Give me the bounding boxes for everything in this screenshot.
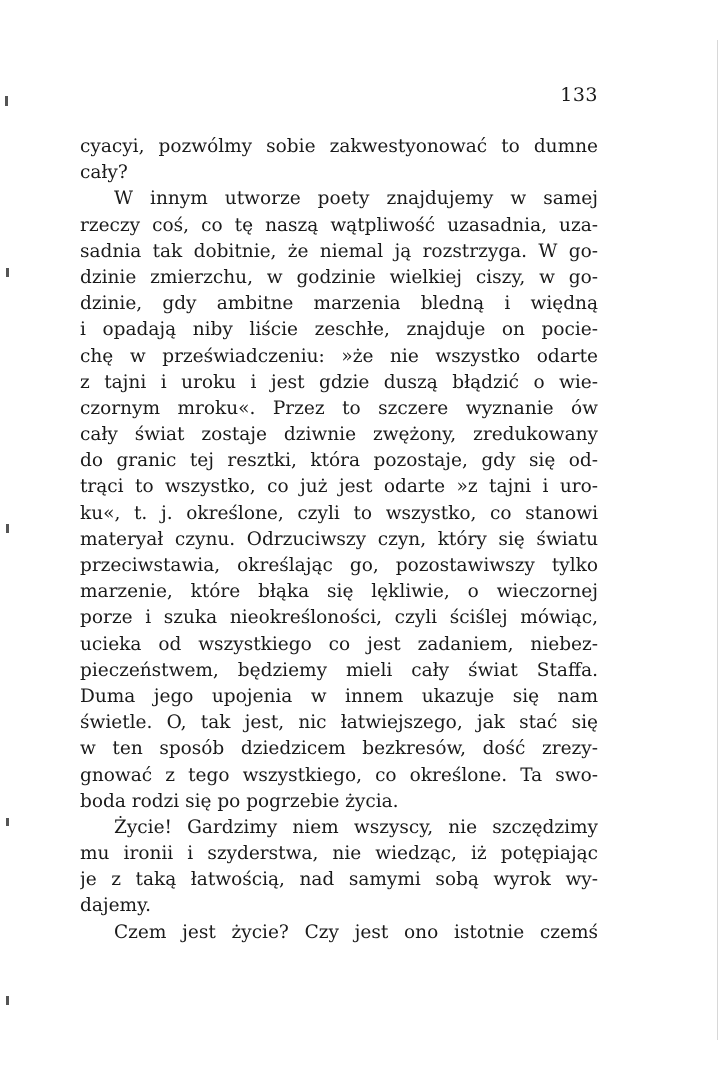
margin-mark	[6, 268, 9, 277]
text-line: pieczeństwem, będziemy mieli cały świat Staffa.	[80, 659, 598, 681]
text-line: gnować z tego wszystkiego, co określone. Ta swo-	[80, 764, 598, 786]
text-line: materyał czynu. Odrzuciwszy czyn, który się światu	[80, 528, 598, 550]
body-text	[80, 134, 598, 946]
text-line: w ten sposób dziedzicem bezkresów, dość zrezy-	[80, 738, 598, 760]
text-line: chę w przeświadczeniu: »że nie wszystko odarte	[80, 345, 598, 367]
page-number: 133	[560, 84, 598, 106]
text-line: sadnia tak dobitnie, że niemal ją rozstrzyga. W go-	[80, 240, 598, 262]
text-line: przeciwstawia, określając go, pozostawiwszy tylko	[80, 555, 598, 576]
text-line: trąci to wszystko, co już jest odarte »z tajni i uro-	[80, 476, 598, 498]
text-line: ku«, t. j. określone, czyli to wszystko, co stanowi	[80, 502, 598, 524]
text-line: świetle. O, tak jest, nic łatwiejszego, jak stać się	[80, 712, 598, 734]
text-line: dzinie, gdy ambitne marzenia bledną i więdną	[80, 293, 598, 315]
page-edge-shadow	[717, 40, 718, 1040]
text-line: ucieka od wszystkiego co jest zadaniem, niebez-	[80, 633, 598, 655]
text-line: czornym mroku«. Przez to szczere wyznanie ów	[80, 397, 598, 419]
text-line: Duma jego upojenia w innem ukazuje się nam	[80, 685, 598, 707]
margin-mark	[6, 818, 9, 826]
text-line: i opadają niby liście zeschłe, znajduje on pocie-	[80, 319, 598, 341]
margin-mark	[6, 996, 9, 1005]
text-line: Życie! Gardzimy niem wszyscy, nie szczędzimy	[114, 816, 598, 838]
text-line: cyacyi, pozwólmy sobie zakwestyonować to dumne	[80, 136, 598, 157]
text-line: cały?	[80, 162, 128, 184]
text-line: W innym utworze poety znajdujemy w samej	[114, 188, 598, 210]
text-line: mu ironii i szyderstwa, nie wiedząc, iż potępiając	[80, 843, 598, 865]
text-line: marzenie, które błąka się lękliwie, o wieczornej	[80, 581, 598, 603]
text-line: z tajni i uroku i jest gdzie duszą błądzić o wie-	[80, 371, 598, 393]
text-line: cały świat zostaje dziwnie zwężony, zredukowany	[80, 424, 598, 446]
text-line: do granic tej resztki, która pozostaje, gdy się od-	[80, 450, 598, 472]
margin-mark	[6, 524, 9, 533]
text-line: boda rodzi się po pogrzebie życia.	[80, 790, 399, 812]
text-line: porze i szuka nieokreśloności, czyli ściślej mówiąc,	[80, 607, 598, 629]
text-line: je z taką łatwością, nad samymi sobą wyrok wy-	[80, 869, 598, 891]
text-line: dajemy.	[80, 895, 151, 917]
text-line: dzinie zmierzchu, w godzinie wielkiej ciszy, w go-	[80, 266, 598, 288]
text-line: Czem jest życie? Czy jest ono istotnie czemś	[114, 921, 598, 943]
margin-mark	[5, 96, 8, 106]
text-line: rzeczy coś, co tę naszą wątpliwość uzasadnia, uza-	[80, 214, 598, 236]
